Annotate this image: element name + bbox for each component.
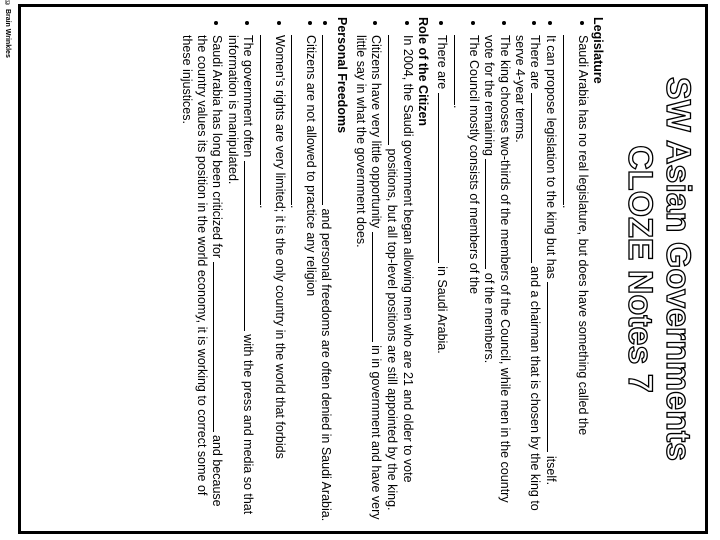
blank-line[interactable] (454, 35, 466, 105)
freedoms-list (179, 17, 334, 522)
blank-line[interactable] (547, 282, 559, 452)
blank-line[interactable] (244, 161, 256, 331)
copyright-text: © Brain Wrinkles (4, 0, 11, 58)
blank-line[interactable] (438, 93, 450, 263)
freedoms-heading: Personal Freedoms (335, 17, 349, 134)
blank-line[interactable] (322, 35, 334, 205)
list-item: • The king chooses two-thirds of the members of the Council, while men in the country vote for the remaining of the members. (481, 35, 512, 522)
legislature-list (434, 17, 590, 522)
legislature-heading: Legislature (591, 17, 605, 84)
list-item: • The government often with the press and media so that information is manipulated. (225, 35, 256, 522)
blank-line[interactable] (291, 35, 303, 205)
citizen-list (353, 17, 415, 522)
blank-line[interactable] (372, 232, 384, 342)
list-item: • Women's rights are very limited; it is the only country in the world that forbids . (256, 35, 287, 522)
list-item: • Citizens are not allowed to practice any religion . (287, 35, 318, 522)
page-title (621, 7, 697, 531)
title-line-1: SW Asian Governments (659, 76, 697, 462)
list-item: • Saudi Arabia has long been criticized for and because the country values its position in the world economy, it is working to correct some of these injustices. (179, 35, 225, 522)
blank-line[interactable] (213, 262, 225, 432)
list-item: • There are in Saudi Arabia. (434, 35, 450, 522)
list-item: • In 2004, the Saudi government began allowing men who are 21 and older to vote positions, but all top-level positions are still appointed by the king. (384, 35, 415, 522)
notes-frame (18, 4, 708, 534)
list-item: • and personal freedoms are often denied in Saudi Arabia. (318, 35, 334, 522)
list-item: • Citizens have very little opportunity in in government and have very little say in what the government does. (353, 35, 384, 522)
notes-body (175, 17, 605, 522)
list-item: • The Council mostly consists of members of the . (450, 35, 481, 522)
citizen-heading: Role of the Citizen (416, 17, 430, 127)
list-item: • It can propose legislation to the king but has itself. (543, 35, 559, 522)
blank-line[interactable] (531, 93, 543, 263)
blank-line[interactable] (485, 159, 497, 269)
list-item: • There are and a chairman that is chosen by the king to serve 4-year terms. (512, 35, 543, 522)
blank-line[interactable] (260, 35, 272, 205)
title-line-2: CLOZE Notes 7 (621, 145, 659, 393)
list-item: • Saudi Arabia has no real legislature, but does have something called the . (559, 35, 590, 522)
blank-line[interactable] (563, 35, 575, 205)
blank-line[interactable] (388, 35, 400, 145)
rotated-page (21, 7, 705, 531)
